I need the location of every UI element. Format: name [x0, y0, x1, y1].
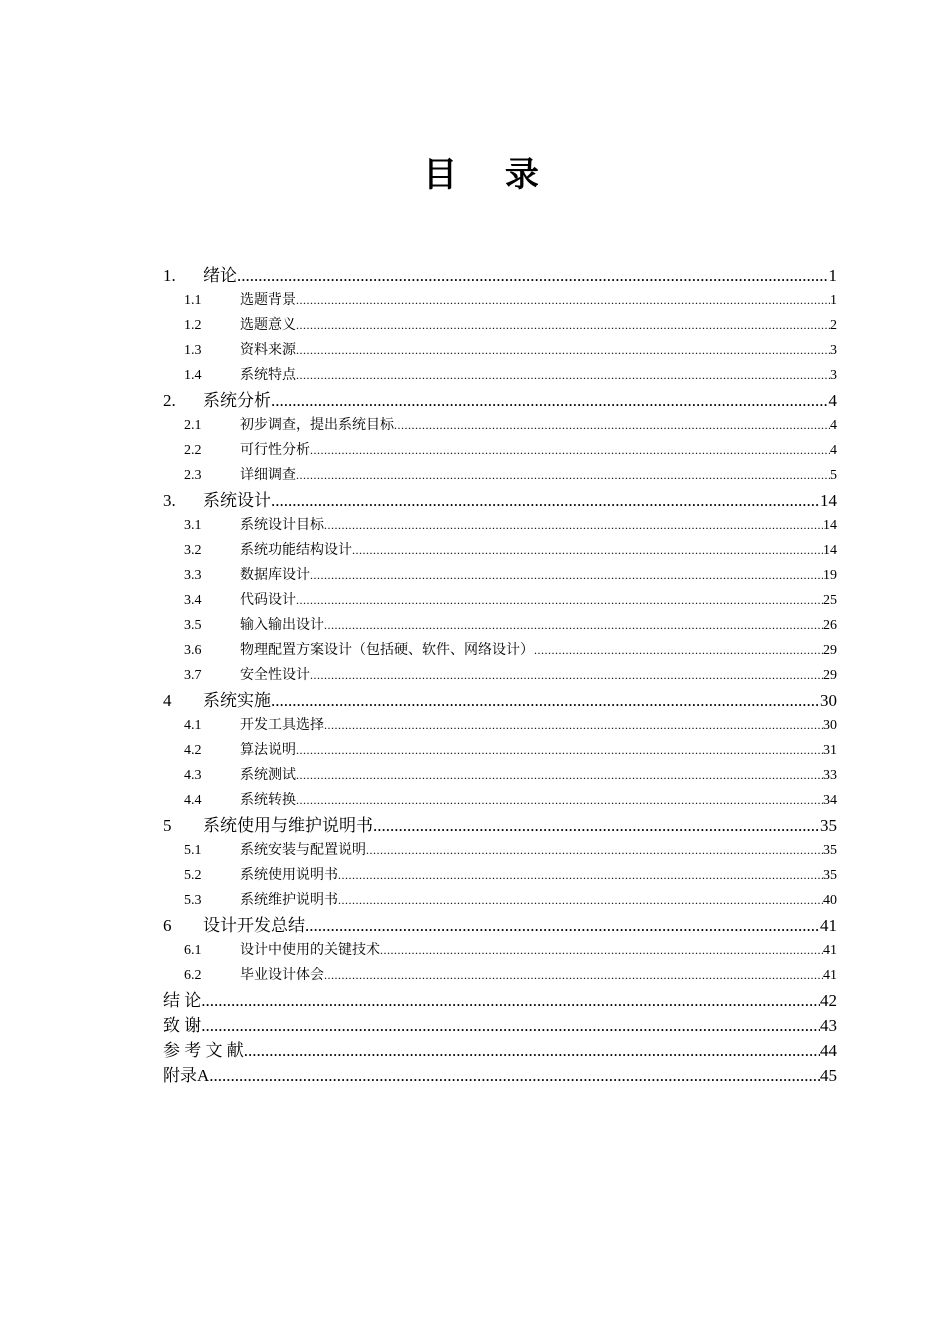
toc-entry[interactable]: [163, 463, 837, 488]
toc-entry-page-number: 3: [830, 343, 837, 358]
toc-dot-leader: [296, 588, 823, 613]
toc-entry-page-number: 19: [823, 568, 837, 583]
toc-entry-title: 设计中使用的关键技术: [240, 943, 380, 958]
toc-dot-leader: [296, 763, 823, 788]
toc-entry-number: 6: [163, 916, 172, 935]
toc-dot-leader: [271, 488, 820, 513]
toc-entry-page-number: 43: [820, 1016, 837, 1035]
toc-entry-page-number: 41: [820, 916, 837, 935]
toc-entry[interactable]: [163, 513, 837, 538]
toc-entry-title: 开发工具选择: [240, 718, 324, 733]
toc-entry-page-number: 31: [823, 743, 837, 758]
toc-dot-leader: [310, 563, 823, 588]
toc-entry[interactable]: [163, 713, 837, 738]
toc-dot-leader: [324, 963, 823, 988]
toc-entry[interactable]: [163, 738, 837, 763]
toc-entry-title: 物理配置方案设计（包括硬、软件、网络设计）: [240, 643, 534, 658]
toc-entry-title: 系统设计: [203, 491, 271, 510]
toc-entry[interactable]: [163, 263, 837, 288]
toc-entry[interactable]: [163, 1013, 837, 1038]
toc-entry-title: 绪论: [203, 266, 237, 285]
toc-dot-leader: [296, 788, 823, 813]
toc-entry-number: 3.: [163, 491, 176, 510]
toc-entry-title: 初步调查，提出系统目标: [240, 418, 394, 433]
toc-entry-page-number: 35: [823, 868, 837, 883]
toc-entry-number: 4.4: [184, 793, 202, 808]
toc-dot-leader: [373, 813, 820, 838]
toc-dot-leader: [324, 513, 823, 538]
toc-dot-leader: [324, 713, 823, 738]
toc-entry[interactable]: [163, 663, 837, 688]
toc-entry-title: 结 论: [163, 991, 202, 1010]
toc-entry-title: 详细调查: [240, 468, 296, 483]
toc-entry-number: 3.1: [184, 518, 202, 533]
toc-entry-number: 1.3: [184, 343, 202, 358]
toc-entry-title: 附录A: [163, 1066, 210, 1085]
toc-dot-leader: [305, 913, 820, 938]
toc-entry[interactable]: [163, 388, 837, 413]
toc-entry-page-number: 40: [823, 893, 837, 908]
toc-entry-title: 输入输出设计: [240, 618, 324, 633]
toc-dot-leader: [338, 863, 823, 888]
toc-entry-page-number: 34: [823, 793, 837, 808]
toc-dot-leader: [296, 738, 823, 763]
toc-entry-number: 6.2: [184, 968, 202, 983]
toc-entry-page-number: 14: [823, 518, 837, 533]
toc-entry-page-number: 41: [823, 943, 837, 958]
toc-entry[interactable]: [163, 538, 837, 563]
toc-entry-number: 3.2: [184, 543, 202, 558]
toc-entry[interactable]: [163, 688, 837, 713]
toc-entry[interactable]: [163, 963, 837, 988]
toc-entry-title: 系统设计目标: [240, 518, 324, 533]
toc-entry-title: 设计开发总结: [203, 916, 305, 935]
toc-dot-leader: [352, 538, 823, 563]
toc-entry-number: 5.3: [184, 893, 202, 908]
toc-entry-title: 系统维护说明书: [240, 893, 338, 908]
toc-entry-number: 3.6: [184, 643, 202, 658]
toc-entry-number: 1.: [163, 266, 176, 285]
toc-entry-page-number: 4: [830, 443, 837, 458]
toc-entry-number: 4.1: [184, 718, 202, 733]
toc-entry-page-number: 26: [823, 618, 837, 633]
toc-entry-number: 3.7: [184, 668, 202, 683]
toc-entry-title: 致 谢: [163, 1016, 202, 1035]
toc-entry[interactable]: [163, 863, 837, 888]
toc-entry-number: 2.: [163, 391, 176, 410]
toc-entry-title: 系统特点: [240, 368, 296, 383]
toc-entry-number: 5.1: [184, 843, 202, 858]
toc-entry-title: 系统实施: [203, 691, 271, 710]
toc-entry[interactable]: [163, 563, 837, 588]
toc-entry-number: 1.2: [184, 318, 202, 333]
toc-dot-leader: [201, 988, 820, 1013]
toc-dot-leader: [271, 688, 820, 713]
toc-entry-page-number: 1: [830, 293, 837, 308]
toc-dot-leader: [534, 638, 823, 663]
toc-entry-page-number: 1: [828, 266, 837, 285]
toc-entry-title: 系统安装与配置说明: [240, 843, 366, 858]
toc-entry[interactable]: [163, 338, 837, 363]
toc-entry-title: 数据库设计: [240, 568, 310, 583]
toc-entry-page-number: 41: [823, 968, 837, 983]
toc-entry-title: 选题意义: [240, 318, 296, 333]
toc-entry-number: 5.2: [184, 868, 202, 883]
toc-entry-title: 安全性设计: [240, 668, 310, 683]
toc-entry-page-number: 29: [823, 668, 837, 683]
toc-entry[interactable]: [163, 588, 837, 613]
toc-dot-leader: [380, 938, 823, 963]
toc-dot-leader: [310, 438, 830, 463]
toc-dot-leader: [296, 313, 830, 338]
toc-entry[interactable]: [163, 988, 837, 1013]
toc-entry-number: 6.1: [184, 943, 202, 958]
page-title: 目 录: [423, 155, 557, 195]
toc-entry[interactable]: [163, 1038, 837, 1063]
toc-entry-page-number: 35: [820, 816, 837, 835]
toc-entry-page-number: 45: [820, 1066, 837, 1085]
table-of-contents: [163, 263, 837, 1088]
toc-entry[interactable]: [163, 438, 837, 463]
toc-entry-page-number: 14: [823, 543, 837, 558]
toc-entry-page-number: 5: [830, 468, 837, 483]
toc-entry-page-number: 2: [830, 318, 837, 333]
toc-entry-number: 4.2: [184, 743, 202, 758]
toc-entry-number: 1.4: [184, 368, 202, 383]
toc-entry[interactable]: [163, 838, 837, 863]
toc-entry[interactable]: [163, 638, 837, 663]
toc-dot-leader: [244, 1038, 820, 1063]
toc-entry-number: 3.3: [184, 568, 202, 583]
toc-entry-number: 3.5: [184, 618, 202, 633]
toc-entry-title: 系统转换: [240, 793, 296, 808]
toc-entry-page-number: 25: [823, 593, 837, 608]
toc-entry-title: 可行性分析: [240, 443, 310, 458]
toc-dot-leader: [324, 613, 823, 638]
toc-entry-page-number: 29: [823, 643, 837, 658]
toc-dot-leader: [296, 463, 830, 488]
toc-entry-title: 系统分析: [203, 391, 271, 410]
toc-entry-title: 算法说明: [240, 743, 296, 758]
toc-entry[interactable]: [163, 488, 837, 513]
toc-entry[interactable]: [163, 1063, 837, 1088]
toc-entry-number: 4.3: [184, 768, 202, 783]
toc-entry-page-number: 4: [830, 418, 837, 433]
toc-dot-leader: [394, 413, 830, 438]
toc-dot-leader: [209, 1063, 820, 1088]
toc-entry[interactable]: [163, 313, 837, 338]
toc-entry-number: 2.3: [184, 468, 202, 483]
toc-entry[interactable]: [163, 788, 837, 813]
toc-entry[interactable]: [163, 813, 837, 838]
toc-entry[interactable]: [163, 413, 837, 438]
toc-dot-leader: [201, 1013, 820, 1038]
toc-entry[interactable]: [163, 613, 837, 638]
toc-entry-page-number: 14: [820, 491, 837, 510]
toc-dot-leader: [237, 263, 829, 288]
toc-dot-leader: [296, 288, 830, 313]
toc-dot-leader: [366, 838, 823, 863]
toc-dot-leader: [296, 338, 830, 363]
toc-dot-leader: [310, 663, 823, 688]
toc-entry-title: 系统测试: [240, 768, 296, 783]
toc-dot-leader: [338, 888, 823, 913]
toc-entry-number: 3.4: [184, 593, 202, 608]
toc-entry[interactable]: [163, 913, 837, 938]
toc-entry-page-number: 44: [820, 1041, 837, 1060]
toc-entry-number: 2.2: [184, 443, 202, 458]
toc-entry-page-number: 42: [820, 991, 837, 1010]
toc-entry-title: 系统使用说明书: [240, 868, 338, 883]
toc-entry-title: 参 考 文 献: [163, 1041, 244, 1060]
toc-entry-page-number: 4: [828, 391, 837, 410]
toc-entry[interactable]: [163, 888, 837, 913]
toc-entry-page-number: 35: [823, 843, 837, 858]
toc-entry-title: 代码设计: [240, 593, 296, 608]
toc-entry-page-number: 3: [830, 368, 837, 383]
toc-entry-page-number: 30: [823, 718, 837, 733]
toc-entry-page-number: 33: [823, 768, 837, 783]
toc-dot-leader: [296, 363, 830, 388]
toc-entry-page-number: 30: [820, 691, 837, 710]
toc-entry-number: 4: [163, 691, 172, 710]
toc-entry-title: 毕业设计体会: [240, 968, 324, 983]
toc-entry-number: 2.1: [184, 418, 202, 433]
toc-entry[interactable]: [163, 763, 837, 788]
toc-entry[interactable]: [163, 363, 837, 388]
toc-entry[interactable]: [163, 938, 837, 963]
toc-dot-leader: [271, 388, 829, 413]
toc-entry-title: 资料来源: [240, 343, 296, 358]
toc-entry-title: 系统使用与维护说明书: [203, 816, 373, 835]
toc-entry-number: 5: [163, 816, 172, 835]
toc-entry-number: 1.1: [184, 293, 202, 308]
toc-entry-title: 系统功能结构设计: [240, 543, 352, 558]
toc-entry-title: 选题背景: [240, 293, 296, 308]
toc-entry[interactable]: [163, 288, 837, 313]
